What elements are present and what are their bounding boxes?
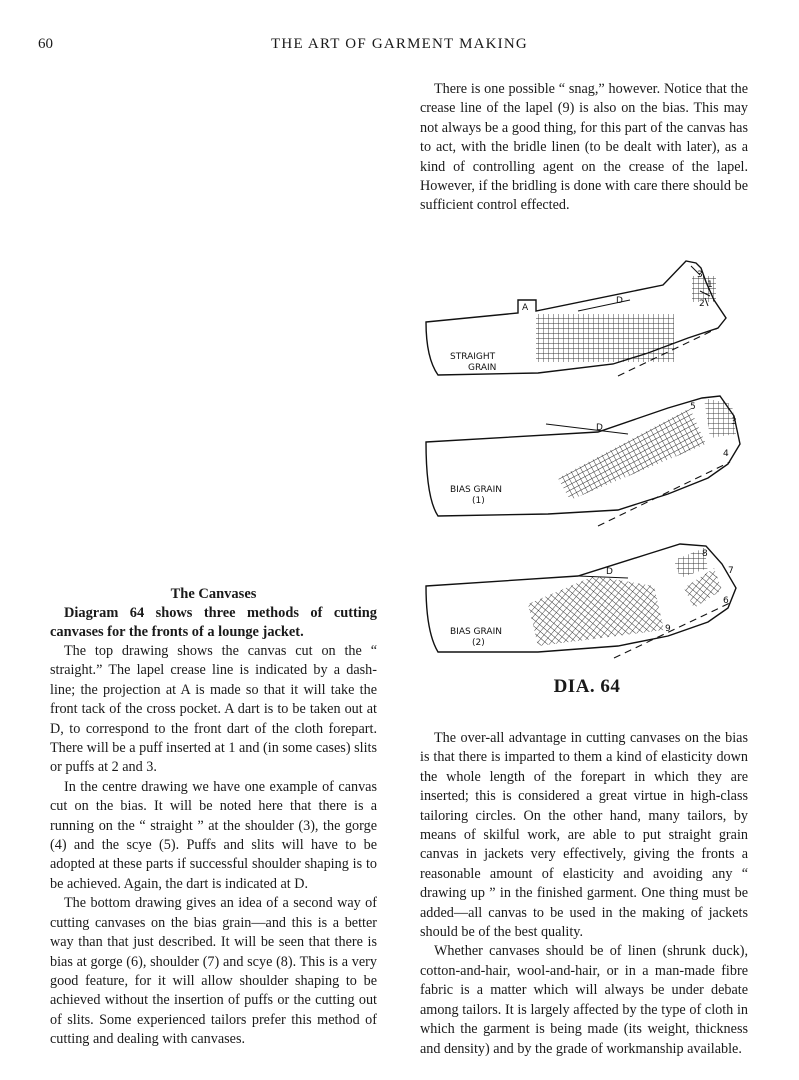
page-header bbox=[38, 36, 761, 60]
label-bias-number: (1) bbox=[472, 496, 485, 506]
mark-7: 7 bbox=[728, 566, 734, 576]
mark-d: D bbox=[606, 567, 613, 577]
paragraph: There is one possible “ snag,” however. Notice that the crease line of the lapel (9) is also on the bias. This may not always be a good thing, for this part of the canvas has to act, with the bridle linen (to be dealt with later), as a kind of controlling agent on the crease of the lapel. However, if the bridling is done with care there should be sufficient control effected. bbox=[420, 81, 748, 214]
figure-caption: DIA. 64 bbox=[553, 676, 621, 697]
mark-9: 9 bbox=[665, 624, 671, 634]
label-bias-grain: BIAS GRAIN bbox=[450, 627, 502, 637]
mark-d: D bbox=[616, 296, 623, 306]
label-bias-number: (2) bbox=[472, 638, 485, 648]
diagram-64 bbox=[418, 248, 756, 668]
right-column-top bbox=[420, 80, 748, 216]
paragraph: The top drawing shows the canvas cut on the “ straight.” The lapel crease line is indicated by a dash-line; the projection at A is made so that it will take the front tack of the cross pocket. A dart is to be taken out at D, to correspond to the front dart of the cloth forepart. There will be a puff inserted at 1 and (in some cases) slits or puffs at 2 and 3. bbox=[50, 643, 377, 776]
section-title: The Canvases bbox=[170, 586, 257, 602]
mark-2: 2 bbox=[699, 299, 705, 309]
label-straight: STRAIGHT bbox=[450, 352, 496, 362]
drawing-bias-grain-1 bbox=[426, 396, 740, 526]
drawing-bias-grain-2 bbox=[426, 544, 736, 658]
mark-6: 6 bbox=[723, 596, 729, 606]
mark-1: 1 bbox=[707, 280, 713, 290]
mark-4: 4 bbox=[723, 449, 729, 459]
mark-a: A bbox=[522, 303, 529, 313]
page-number: 60 bbox=[38, 36, 53, 52]
label-bias-grain: BIAS GRAIN bbox=[450, 485, 502, 495]
canvas-drawings bbox=[418, 248, 756, 668]
label-grain: GRAIN bbox=[468, 363, 497, 373]
paragraph: The bottom drawing gives an idea of a second way of cutting canvases on the bias grain—and this is a better way than that just described. It will be seen that there is bias at gorge (6), shoulder (7) and scye (8). This is a very good feature, for it will allow shoulder shaping to be achieved without the insertion of puffs or the cutting out of slits. Some experienced tailors prefer this method of cutting and dealing with canvases. bbox=[50, 895, 377, 1048]
mark-d: D bbox=[596, 423, 603, 433]
mark-3: 3 bbox=[731, 417, 737, 427]
paragraph: Whether canvases should be of linen (shrunk duck), cotton-and-hair, wool-and-hair, or in a man-made fibre fabric is a matter which will always be under debate among tailors. It is largely affected by the type of cloth in which the garment is being made (its weight, thickness and density) and by the grade of workmanship available. bbox=[420, 943, 748, 1057]
mark-8: 8 bbox=[702, 549, 708, 559]
right-column-bottom bbox=[420, 729, 748, 1059]
mark-5: 5 bbox=[690, 402, 696, 412]
left-column bbox=[50, 585, 377, 1050]
paragraph: In the centre drawing we have one example of canvas cut on the bias. It will be noted here that there is a running on the “ straight ” at the shoulder (3), the gorge (4) and the scye (5). Puffs and slits will have to be adopted at these parts if successful shoulder shaping is to be achieved. Again, the dart is indicated at D. bbox=[50, 778, 377, 892]
mark-3: 3 bbox=[697, 270, 703, 280]
running-head: THE ART OF GARMENT MAKING bbox=[271, 36, 528, 52]
lead-paragraph: Diagram 64 shows three methods of cutting canvases for the fronts of a lounge jacket. bbox=[50, 605, 377, 640]
paragraph: The over-all advantage in cutting canvases on the bias is that there is imparted to them a kind of elasticity down the whole length of the forepart in which they are inserted; this is considered a great virtue in high-class tailoring circles. On the other hand, many tailors, by means of skilful work, are able to put straight grain canvas in jackets very effectively, giving the fronts a reasonable amount of elasticity and avoiding any “ drawing up ” in the finished garment. One thing must be added—all canvas to be used in the making of jackets should be of the best quality. bbox=[420, 730, 748, 941]
drawing-straight-grain bbox=[426, 261, 726, 376]
